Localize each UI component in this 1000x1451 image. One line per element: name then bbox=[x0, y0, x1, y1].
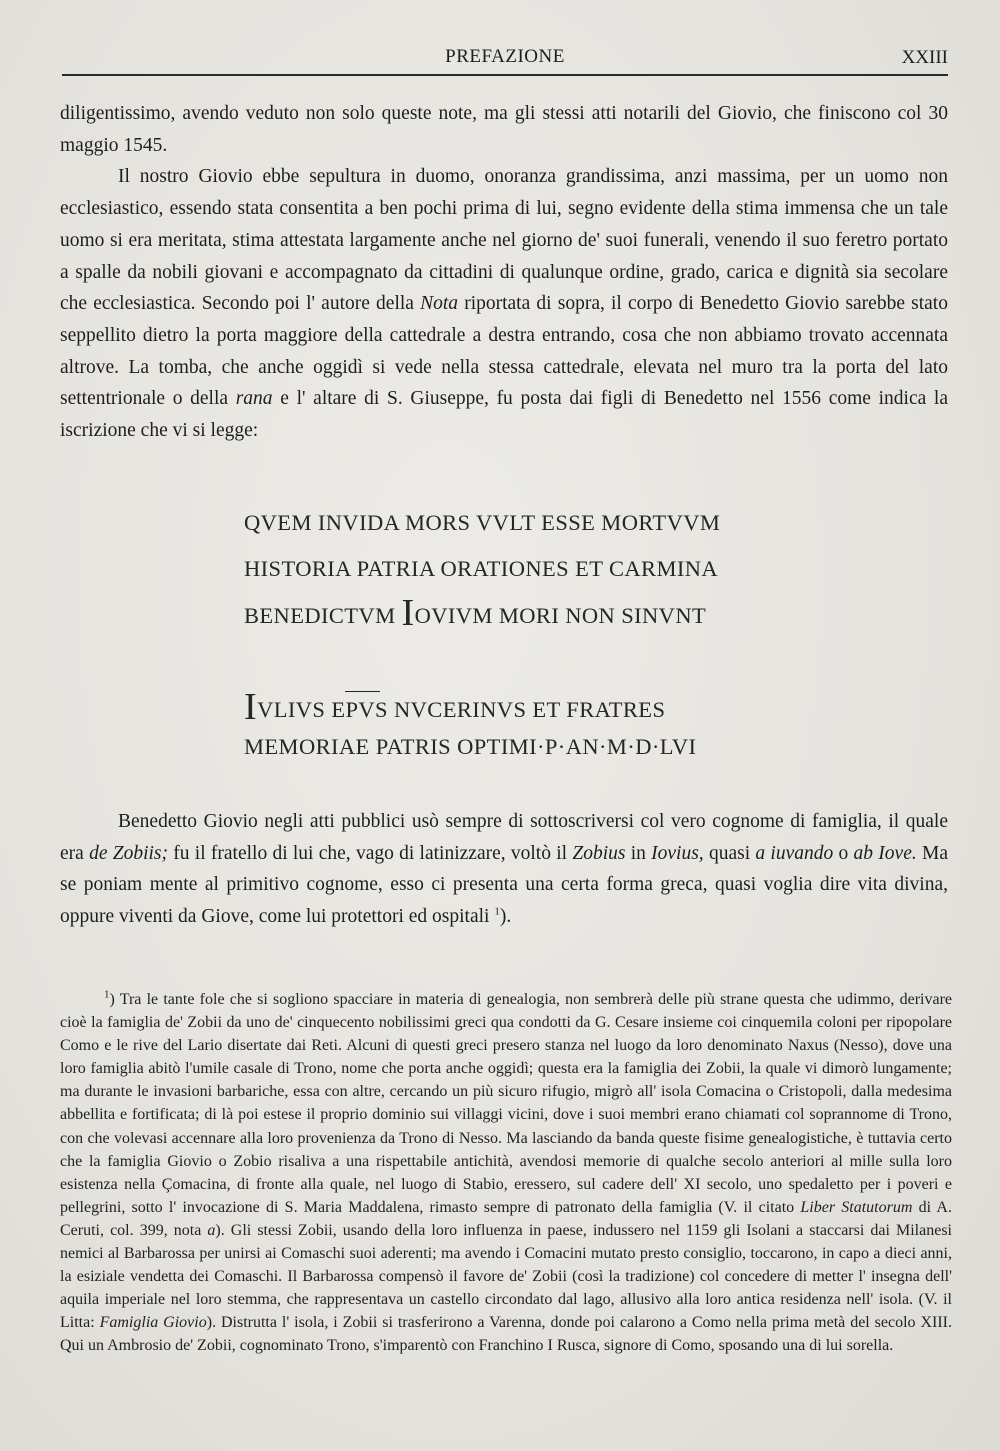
text-run: Il nostro Giovio ebbe sepultura in duomo, onoranza grandissima, anzi massima, per un uomo non ecclesiastico, essendo stata consentita a ben pochi prima di lui, segno evidente della stima immensa che un tale uomo si era meritata, stima attestata largamente anche nel giorno de' suoi funerali, venendo il suo feretro portato a spalle da nobili giovani e accompagnato da cittadini di qualunque ordine, grado, carica e dignità sia secolare che ecclesiastica. Secondo poi l' autore della bbox=[60, 166, 948, 315]
text-run: VLIVS bbox=[257, 697, 332, 722]
text-run: fu il fratello di lui che, vago di latinizzare, voltò il bbox=[168, 842, 573, 864]
footnote bbox=[60, 988, 952, 1358]
inscription-line-4 bbox=[244, 688, 665, 726]
text-run: Benedetto Giovio negli atti pubblici usò sempre di sottoscriversi col vero cognome di famiglia, il quale era bbox=[60, 811, 948, 864]
abbreviation-epvs: EPVS bbox=[331, 697, 388, 722]
large-initial: I bbox=[401, 592, 415, 634]
italic-nota-a: a bbox=[207, 1221, 216, 1239]
italic-iovius: Iovius, bbox=[651, 842, 704, 864]
text-run: in bbox=[625, 842, 652, 864]
italic-de-zobiis: de Zobiis; bbox=[89, 842, 169, 864]
paragraph-surname bbox=[60, 806, 948, 933]
text-run: NVCERINVS ET FRATRES bbox=[387, 697, 666, 722]
page-header bbox=[62, 46, 948, 76]
italic-ab-iove: ab Iove. bbox=[853, 842, 917, 864]
text-run: quasi bbox=[703, 842, 756, 864]
footnote-reference: 1 bbox=[494, 905, 500, 918]
text-run: ) Tra le tante fole che si sogliono spacciare in materia di genealogia, non sembrerà delle più strane questa che udimmo, derivare cioè la famiglia de' Zobii da uno de' cinquecento nobilissimi greci qua condotti da G. Cesare insieme coi cinquemila coloni per ripopolare Como e le rive del Lario disertate dai Reti. Alcuni di questi greci presero stanza nel luogo da loro denominato Naxus (Nesso), dove una loro famiglia abitò l'umile casale di Trono, nome che porta anche oggidì; questa era la famiglia dei Zobii, la quale vi dimorò lungamente; ma durante le invasioni barbariche, essa con altre, cercando un più sicuro rifugio, migrò all' isola Comacina o Cristopoli, dalla medesima abbellita e fortificata; di là poi estese il proprio dominio sui villaggi vicini, dove i suoi membri erano chiamati col soprannome di Trono, con che volevasi accennare alla loro provenienza da Trono di Nesso. Ma lasciando da banda queste fisime genealogistiche, è tuttavia certo che la famiglia Giovio o Zobio risaliva a una rispettabile antichità, avendosi memorie di qualche secolo anteriori al mille sulla loro esistenza nella Çomacina, di fronte alla quale, nel luogo di Stabio, eressero, sul cadere dell' XI secolo, uno spedaletto per i poveri e pellegrini, sotto l' invocazione di S. Maria Maddalena, rimasto sempre di patronato della famiglia (V. il citato bbox=[60, 991, 952, 1216]
text-run: ). bbox=[499, 906, 512, 928]
italic-zobius: Zobius bbox=[572, 842, 626, 864]
text-run: di A. Ceruti, col. 399, nota bbox=[60, 1198, 952, 1239]
inscription-line-1: QVEM INVIDA MORS VVLT ESSE MORTVVM bbox=[244, 510, 721, 535]
italic-liber-statutorum: Liber Statutorum bbox=[800, 1198, 913, 1216]
text-run: o bbox=[833, 842, 854, 864]
paragraph-continuation: diligentissimo, avendo veduto non solo queste note, ma gli stessi atti notarili del Giovio, che finiscono col 30 maggio 1545. bbox=[60, 103, 948, 156]
inscription-line-5: MEMORIAE PATRIS OPTIMI·P·AN·M·D·LVI bbox=[244, 734, 697, 759]
text-run: BENEDICTVM bbox=[244, 603, 402, 628]
paragraph-burial bbox=[60, 161, 948, 446]
text-run: Ma se poniam mente al primitivo cognome, esso ci presenta una certa forma greca, quasi voglia dire vita divina, oppure viventi da Giove, come lui protettori ed ospitali bbox=[60, 842, 948, 928]
italic-nota: Nota bbox=[420, 293, 459, 315]
body-text-bottom bbox=[60, 806, 948, 933]
page-number: XXIII bbox=[901, 47, 948, 68]
italic-famiglia-giovio: Famiglia Giovio bbox=[99, 1314, 207, 1332]
footnote-paragraph bbox=[60, 988, 952, 1358]
running-title: PREFAZIONE bbox=[445, 46, 565, 67]
footnote-marker: 1 bbox=[104, 988, 110, 1001]
inscription-line-3 bbox=[244, 594, 706, 632]
large-initial: I bbox=[244, 686, 258, 728]
inscription-line-2: HISTORIA PATRIA ORATIONES ET CARMINA bbox=[244, 556, 719, 581]
text-run: riportata di sopra, il corpo di Benedetto Giovio sarebbe stato seppellito dietro la porta maggiore della cattedrale a destra entrando, cosa che non abbiamo trovato accennata altrove. La tomba, che anche oggidì si vede nella stessa cattedrale, elevata nel muro tra la porta del lato settentrionale o della bbox=[60, 293, 948, 410]
text-run: OVIVM MORI NON SINVNT bbox=[414, 603, 707, 628]
text-run: ). Distrutta l' isola, i Zobii si trasferirono a Varenna, donde poi calarono a Como nella prima metà del secolo XIII. Qui un Ambrosio de' Zobii, cognominato Trono, s'imparentò con Franchino I Rusca, signore di Como, sposando una di lui sorella. bbox=[60, 1314, 953, 1355]
italic-a-iuvando: a iuvando bbox=[755, 842, 834, 864]
text-run: e l' altare di S. Giuseppe, fu posta dai figli di Benedetto nel 1556 come indica la iscrizione che vi si legge: bbox=[60, 388, 949, 442]
body-text-top bbox=[60, 98, 948, 447]
text-run: ). Gli stessi Zobii, usando della loro influenza in paese, indussero nel 1159 gli Isolani a staccarsi dai Milanesi nemici al Barbarossa per unirsi ai Comaschi suoi aderenti; ma avendo i Comacini mutato presto consiglio, toccarono, in capo a dieci anni, la esiziale vendetta dei Comaschi. Il Barbarossa compensò il favore de' Zobii (così la tradizione) col concedere di metter l' insegna dell' aquila imperiale nel loro stemma, che rappresentava un castello circondato dal lago, allusivo alla loro antica residenza nell' isola. (V. il Litta: bbox=[60, 1221, 952, 1332]
italic-rana: rana bbox=[235, 388, 273, 410]
